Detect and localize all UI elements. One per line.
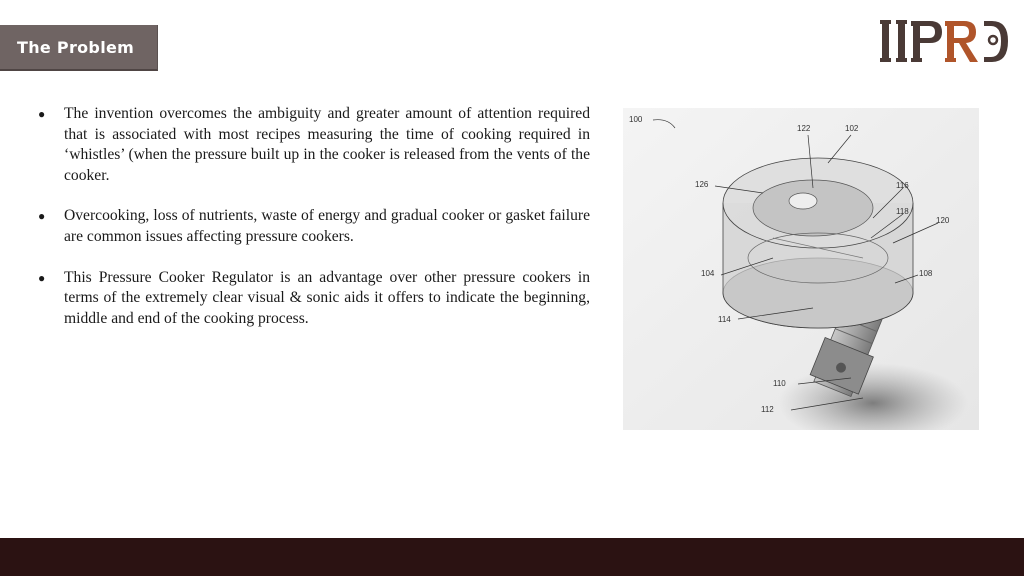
fig-label: 126 — [695, 180, 709, 189]
patent-drawing — [623, 108, 979, 430]
bullet-dot: ● — [38, 270, 46, 285]
bullet-item — [38, 104, 590, 186]
bullet-item — [38, 206, 590, 247]
bullet-item — [38, 268, 590, 330]
slide-title: The Problem — [0, 25, 158, 71]
bullet-text: This Pressure Cooker Regulator is an advantage over other pressure cookers in terms of the extremely clear visual & sonic aids it offers to indicate the beginning, middle and end of the cooking process. — [64, 268, 590, 327]
fig-label: 114 — [718, 315, 731, 324]
fig-label: 116 — [896, 181, 909, 190]
bullet-text: Overcooking, loss of nutrients, waste of energy and gradual cooker or gasket failure are common issues affecting pressure cookers. — [64, 207, 590, 245]
fig-label: 118 — [896, 207, 909, 216]
bullet-dot: ● — [38, 107, 46, 121]
fig-label: 120 — [936, 216, 950, 225]
iiprd-logo — [880, 18, 1010, 64]
bullet-text: The invention overcomes the ambiguity and greater amount of attention required that is associated with most recipes measuring the time of cooking required in ‘whistles’ (when the pressure built up in the cooker is released from the vents of the cooker. — [64, 105, 590, 184]
fig-label: 110 — [773, 379, 786, 388]
fig-label: 102 — [845, 124, 859, 133]
fig-label: 122 — [797, 124, 811, 133]
fig-label: 112 — [761, 405, 774, 414]
footer-bar — [0, 538, 1024, 576]
fig-label: 104 — [701, 269, 715, 278]
fig-label: 108 — [919, 269, 933, 278]
bullet-dot: ● — [38, 209, 46, 224]
fig-label: 100 — [629, 115, 643, 124]
bullet-list — [38, 104, 590, 349]
